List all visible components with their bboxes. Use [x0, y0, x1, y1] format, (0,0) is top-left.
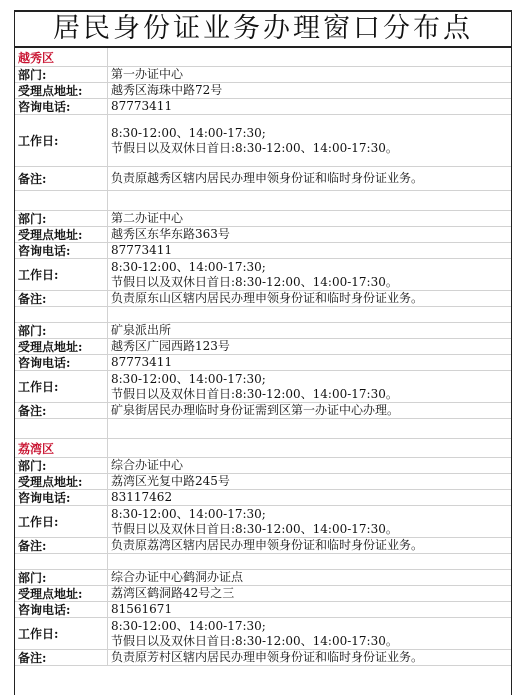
row-label: 工作日:: [15, 618, 108, 649]
id-card-office-table: [14, 10, 512, 695]
phone-row: [15, 602, 511, 618]
row-value: [108, 211, 511, 226]
note-row: [15, 291, 511, 307]
row-value: [108, 403, 511, 418]
row-value-line: 节假日以及双休日首日:8:30-12:00、14:00-17:30。: [111, 521, 398, 536]
row-value: [108, 474, 511, 489]
note-row: [15, 403, 511, 419]
spacer-row: [15, 307, 511, 323]
row-value: [108, 419, 511, 438]
address-row: [15, 586, 511, 602]
row-value: [108, 191, 511, 210]
row-value: [108, 259, 511, 290]
row-value-line: 负责原芳村区辖内居民办理申领身份证和临时身份证业务。: [111, 650, 424, 664]
row-value: [108, 355, 511, 370]
row-value: [108, 618, 511, 649]
row-value: [108, 167, 511, 190]
row-value-line: 综合办证中心: [111, 458, 184, 472]
row-label: 备注:: [15, 538, 108, 553]
row-value-line: 负责原越秀区辖内居民办理申领身份证和临时身份证业务。: [111, 171, 424, 185]
note-row: [15, 650, 511, 666]
row-label: 工作日:: [15, 506, 108, 537]
workdays-row: [15, 506, 511, 538]
row-value-line: 8:30-12:00、14:00-17:30;: [111, 506, 266, 521]
row-label: 受理点地址:: [15, 586, 108, 601]
row-label: 部门:: [15, 458, 108, 473]
row-value-line: 87773411: [111, 243, 173, 257]
row-value-line: 越秀区东华东路363号: [111, 227, 230, 241]
row-value: [108, 291, 511, 306]
district-heading-row: [15, 439, 511, 458]
row-value-line: 节假日以及双休日首日:8:30-12:00、14:00-17:30。: [111, 386, 398, 401]
row-label: 受理点地址:: [15, 227, 108, 242]
district-name: 越秀区: [15, 48, 108, 66]
address-row: [15, 474, 511, 490]
row-label: 工作日:: [15, 259, 108, 290]
spacer-row: [15, 554, 511, 570]
row-value: [108, 538, 511, 553]
row-label: 部门:: [15, 67, 108, 82]
phone-row: [15, 99, 511, 115]
address-row: [15, 83, 511, 99]
row-value-line: 节假日以及双休日首日:8:30-12:00、14:00-17:30。: [111, 140, 398, 155]
row-label: 咨询电话:: [15, 243, 108, 258]
row-value: [108, 339, 511, 354]
row-value: [108, 371, 511, 402]
dept-row: [15, 67, 511, 83]
dept-row: [15, 458, 511, 474]
row-value: [108, 439, 511, 457]
table-body: [15, 48, 511, 666]
row-value: [108, 554, 511, 569]
row-value-line: 荔湾区鹤洞路42号之三: [111, 586, 235, 600]
row-value: [108, 458, 511, 473]
row-label: 部门:: [15, 323, 108, 338]
row-value: [108, 243, 511, 258]
workdays-row: [15, 115, 511, 167]
address-row: [15, 339, 511, 355]
row-value-line: 负责原东山区辖内居民办理申领身份证和临时身份证业务。: [111, 291, 424, 305]
row-value: [108, 307, 511, 322]
row-value: [108, 506, 511, 537]
row-label: 工作日:: [15, 371, 108, 402]
row-value: [108, 99, 511, 114]
row-label: 咨询电话:: [15, 490, 108, 505]
row-value: [108, 650, 511, 665]
dept-row: [15, 323, 511, 339]
row-value-line: 越秀区广园西路123号: [111, 339, 230, 353]
row-value: [108, 83, 511, 98]
row-label: 咨询电话:: [15, 355, 108, 370]
phone-row: [15, 355, 511, 371]
row-label: 受理点地址:: [15, 339, 108, 354]
row-value-line: 83117462: [111, 490, 173, 504]
row-label: 部门:: [15, 211, 108, 226]
phone-row: [15, 243, 511, 259]
row-label: 备注:: [15, 167, 108, 190]
district-heading-row: [15, 48, 511, 67]
spacer-row: [15, 191, 511, 211]
row-label: [15, 419, 108, 438]
workdays-row: [15, 259, 511, 291]
row-value-line: 负责原荔湾区辖内居民办理申领身份证和临时身份证业务。: [111, 538, 424, 552]
row-value-line: 第一办证中心: [111, 67, 184, 81]
row-value-line: 节假日以及双休日首日:8:30-12:00、14:00-17:30。: [111, 633, 398, 648]
row-value-line: 节假日以及双休日首日:8:30-12:00、14:00-17:30。: [111, 274, 398, 289]
row-value-line: 矿泉派出所: [111, 323, 172, 337]
workdays-row: [15, 371, 511, 403]
row-label: 备注:: [15, 650, 108, 665]
dept-row: [15, 211, 511, 227]
row-label: [15, 307, 108, 322]
row-label: 咨询电话:: [15, 99, 108, 114]
row-value: [108, 490, 511, 505]
row-value-line: 第二办证中心: [111, 211, 184, 225]
note-row: [15, 167, 511, 191]
row-value: [108, 602, 511, 617]
row-label: [15, 191, 108, 210]
row-value-line: 荔湾区光复中路245号: [111, 474, 230, 488]
row-value-line: 矿泉街居民办理临时身份证需到区第一办证中心办理。: [111, 403, 400, 417]
row-value-line: 8:30-12:00、14:00-17:30;: [111, 371, 266, 386]
row-label: 备注:: [15, 291, 108, 306]
row-value-line: 81561671: [111, 602, 173, 616]
row-value: [108, 115, 511, 166]
row-label: 受理点地址:: [15, 474, 108, 489]
row-label: 部门:: [15, 570, 108, 585]
row-label: 受理点地址:: [15, 83, 108, 98]
phone-row: [15, 490, 511, 506]
row-value: [108, 48, 511, 66]
row-value: [108, 586, 511, 601]
district-name: 荔湾区: [15, 439, 108, 457]
row-label: 备注:: [15, 403, 108, 418]
spacer-row: [15, 419, 511, 439]
row-value-line: 8:30-12:00、14:00-17:30;: [111, 618, 266, 633]
note-row: [15, 538, 511, 554]
row-value: [108, 323, 511, 338]
row-value-line: 87773411: [111, 355, 173, 369]
row-label: 咨询电话:: [15, 602, 108, 617]
dept-row: [15, 570, 511, 586]
row-value-line: 8:30-12:00、14:00-17:30;: [111, 259, 266, 274]
address-row: [15, 227, 511, 243]
row-value: [108, 67, 511, 82]
row-value: [108, 570, 511, 585]
row-value-line: 越秀区海珠中路72号: [111, 83, 223, 97]
row-value-line: 87773411: [111, 99, 173, 113]
row-value-line: 8:30-12:00、14:00-17:30;: [111, 125, 266, 140]
row-label: 工作日:: [15, 115, 108, 166]
workdays-row: [15, 618, 511, 650]
row-value: [108, 227, 511, 242]
row-value-line: 综合办证中心鹤洞办证点: [111, 570, 244, 584]
row-label: [15, 554, 108, 569]
page-title: 居民身份证业务办理窗口分布点: [15, 12, 511, 48]
